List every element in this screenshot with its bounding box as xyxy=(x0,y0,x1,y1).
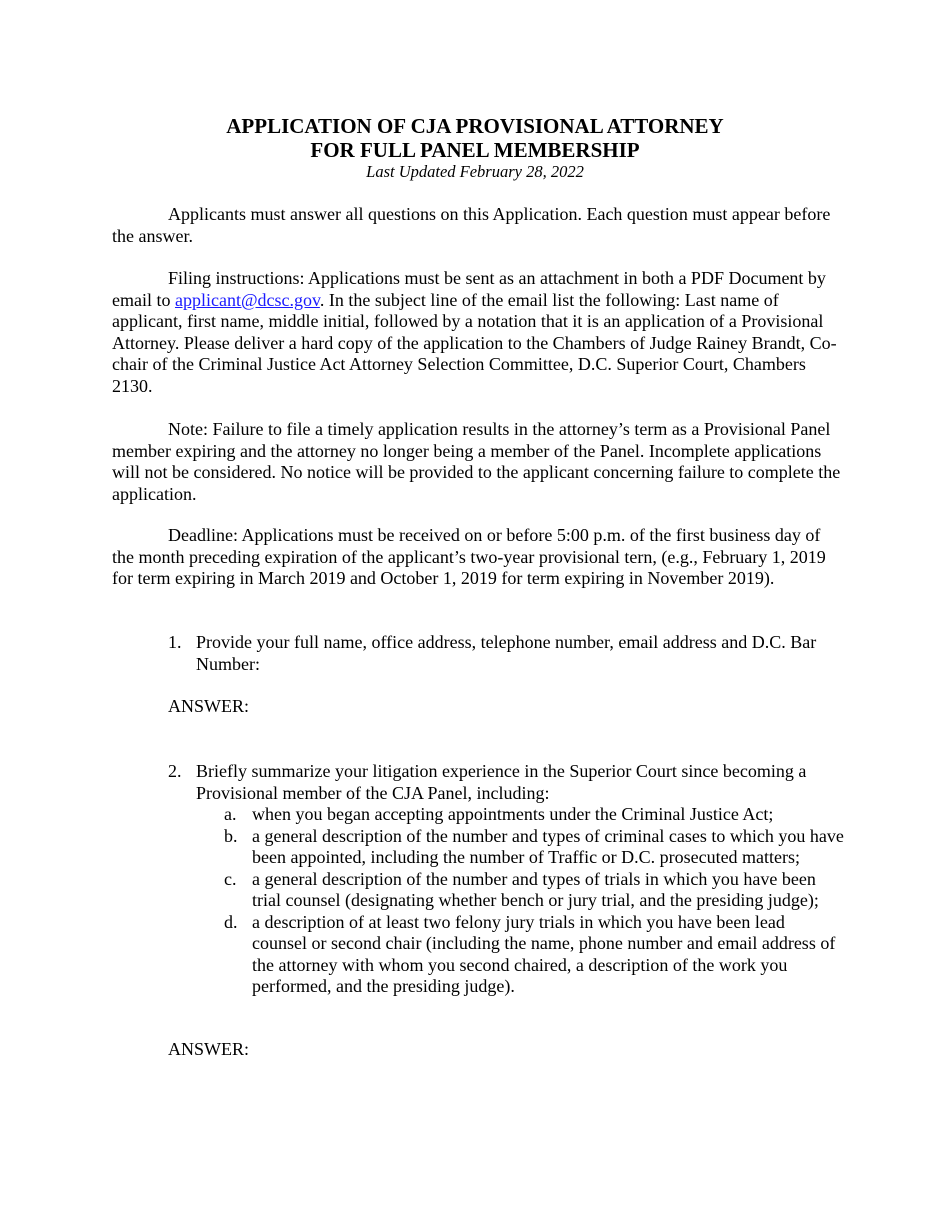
list-item xyxy=(224,826,844,869)
question-text: Briefly summarize your litigation experience in the Superior Court since becoming a Provisional member of the CJA Panel, including: xyxy=(196,761,807,803)
list-item xyxy=(224,804,844,826)
subitem-letter: b. xyxy=(224,825,238,846)
filing-instructions-paragraph xyxy=(112,268,842,397)
applicant-email-link[interactable]: applicant@dcsc.gov xyxy=(174,289,320,310)
instructions-paragraph: Applicants must answer all questions on this Application. Each question must appear before the answer. xyxy=(112,204,831,246)
last-updated-date: Last Updated February 28, 2022 xyxy=(366,162,584,181)
list-item xyxy=(224,912,844,998)
question-2 xyxy=(168,761,848,998)
question-number: 2. xyxy=(168,761,182,781)
question-number: 1. xyxy=(168,632,182,652)
question-text: Provide your full name, office address, telephone number, email address and D.C. Bar Number: xyxy=(196,632,817,674)
subitem-letter: a. xyxy=(224,804,237,824)
question-2-subitems xyxy=(224,804,844,998)
deadline-paragraph: Deadline: Applications must be received on or before 5:00 p.m. of the first business day of the month preceding expiration of the applicant’s two-year provisional tern, (e.g., February 1, 2019 for term expiring in March 2019 and October 1, 2019 for term expiring in November 2019). xyxy=(112,525,826,588)
subitem-text: a general description of the number and types of trials in which you have been trial counsel (designating whether bench or jury trial, and the presiding judge); xyxy=(252,868,819,910)
filing-text-before-email: Filing instructions: Applications must be sent as an attachment in both a PDF Document by email to xyxy=(112,268,826,310)
answer-label-2: ANSWER: xyxy=(168,1039,249,1059)
note-paragraph: Note: Failure to file a timely application results in the attorney’s term as a Provisional Panel member expiring and the attorney no longer being a member of the Panel. Incomplete applications will not be considered. No notice will be provided to the applicant concerning failure to complete the application. xyxy=(112,419,841,504)
subitem-text: a description of at least two felony jury trials in which you have been lead counsel or second chair (including the name, phone number and email address of the attorney with whom you second chaired, a description of the work you performed, and the presiding judge). xyxy=(252,911,836,996)
question-1 xyxy=(168,632,848,675)
list-item xyxy=(224,869,844,912)
document-title-line-1: APPLICATION OF CJA PROVISIONAL ATTORNEY xyxy=(226,114,724,138)
document-title-line-2: FOR FULL PANEL MEMBERSHIP xyxy=(310,138,640,162)
subitem-text: a general description of the number and types of criminal cases to which you have been appointed, including the number of Traffic or D.C. prosecuted matters; xyxy=(252,825,844,867)
filing-text-after-email: . In the subject line of the email list the following: Last name of applicant, first name, middle initial, followed by a notation that it is an application of a Provisional Attorney. Please deliver a hard copy of the application to the Chambers of Judge Rainey Brandt, Co-chair of the Criminal Justice Act Attorney Selection Committee, D.C. Superior Court, Chambers 2130. xyxy=(112,289,837,396)
subitem-letter: d. xyxy=(224,911,238,932)
subitem-text: when you began accepting appointments under the Criminal Justice Act; xyxy=(252,804,774,824)
answer-label-1: ANSWER: xyxy=(168,696,249,716)
subitem-letter: c. xyxy=(224,868,237,889)
